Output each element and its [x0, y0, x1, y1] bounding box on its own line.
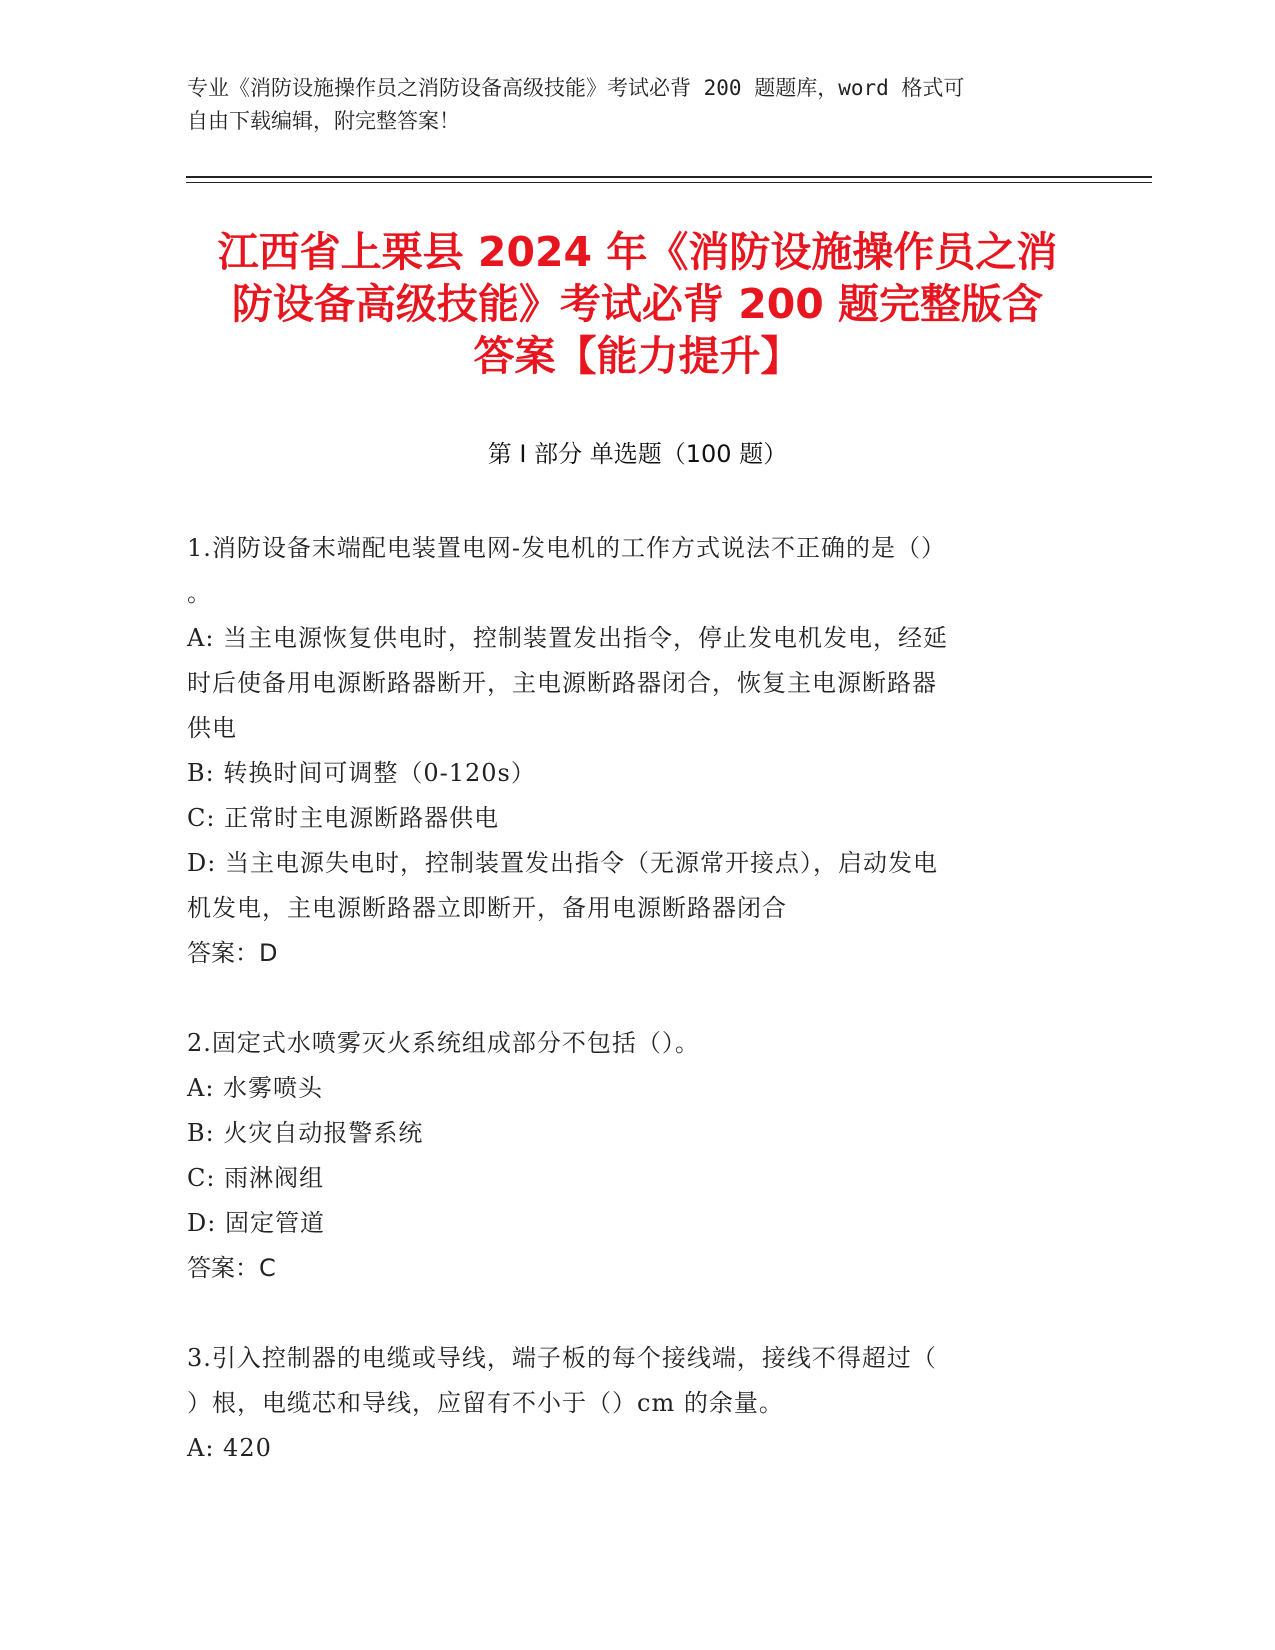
header-note-line: 自由下载编辑，附完整答案！: [187, 109, 460, 133]
option-text: A: 当主电源恢复供电时，控制装置发出指令，停止发电机发电，经延: [187, 624, 949, 652]
title-line: 答案【能力提升】: [473, 332, 802, 380]
option-text: D: 固定管道: [187, 1209, 325, 1237]
header-divider-thin: [186, 182, 1152, 183]
question-block: [187, 1336, 1087, 1471]
option-text: 机发电，主电源断路器立即断开，备用电源断路器闭合: [187, 894, 787, 922]
title-line: 防设备高级技能》考试必背 200 题完整版含: [231, 280, 1044, 328]
header-divider-thick: [186, 176, 1152, 178]
spacer: [187, 976, 1087, 1021]
option-text: A: 水雾喷头: [187, 1074, 324, 1102]
header-note-line: 专业《消防设施操作员之消防设备高级技能》考试必背 200 题题库，word 格式可: [187, 76, 965, 100]
question-block: [187, 1021, 1087, 1291]
answer-text: 答案：D: [187, 939, 278, 967]
question-list: [187, 526, 1087, 1471]
option-text: 供电: [187, 714, 237, 742]
document-title: [160, 226, 1115, 382]
question-stem: ）根，电缆芯和导线，应留有不小于（）cm 的余量。: [187, 1389, 784, 1417]
option-text: D: 当主电源失电时，控制装置发出指令（无源常开接点），启动发电: [187, 849, 938, 877]
spacer: [187, 1291, 1087, 1336]
option-text: C: 雨淋阀组: [187, 1164, 325, 1192]
section-heading: 第 I 部分 单选题（100 题）: [487, 440, 788, 468]
question-stem: 。: [187, 579, 212, 607]
title-line: 江西省上栗县 2024 年《消防设施操作员之消: [217, 228, 1058, 276]
question-stem: 2.固定式水喷雾灭火系统组成部分不包括（）。: [187, 1029, 700, 1057]
option-text: C: 正常时主电源断路器供电: [187, 804, 500, 832]
option-text: B: 转换时间可调整（0-120s）: [187, 759, 536, 787]
option-text: B: 火灾自动报警系统: [187, 1119, 424, 1147]
question-stem: 1.消防设备末端配电装置电网-发电机的工作方式说法不正确的是（）: [187, 534, 947, 562]
question-stem: 3.引入控制器的电缆或导线，端子板的每个接线端，接线不得超过（: [187, 1344, 937, 1372]
question-block: [187, 526, 1087, 976]
option-text: 时后使备用电源断路器断开，主电源断路器闭合，恢复主电源断路器: [187, 669, 937, 697]
answer-text: 答案：C: [187, 1254, 276, 1282]
header-note: [187, 72, 1067, 138]
option-text: A: 420: [187, 1434, 272, 1462]
